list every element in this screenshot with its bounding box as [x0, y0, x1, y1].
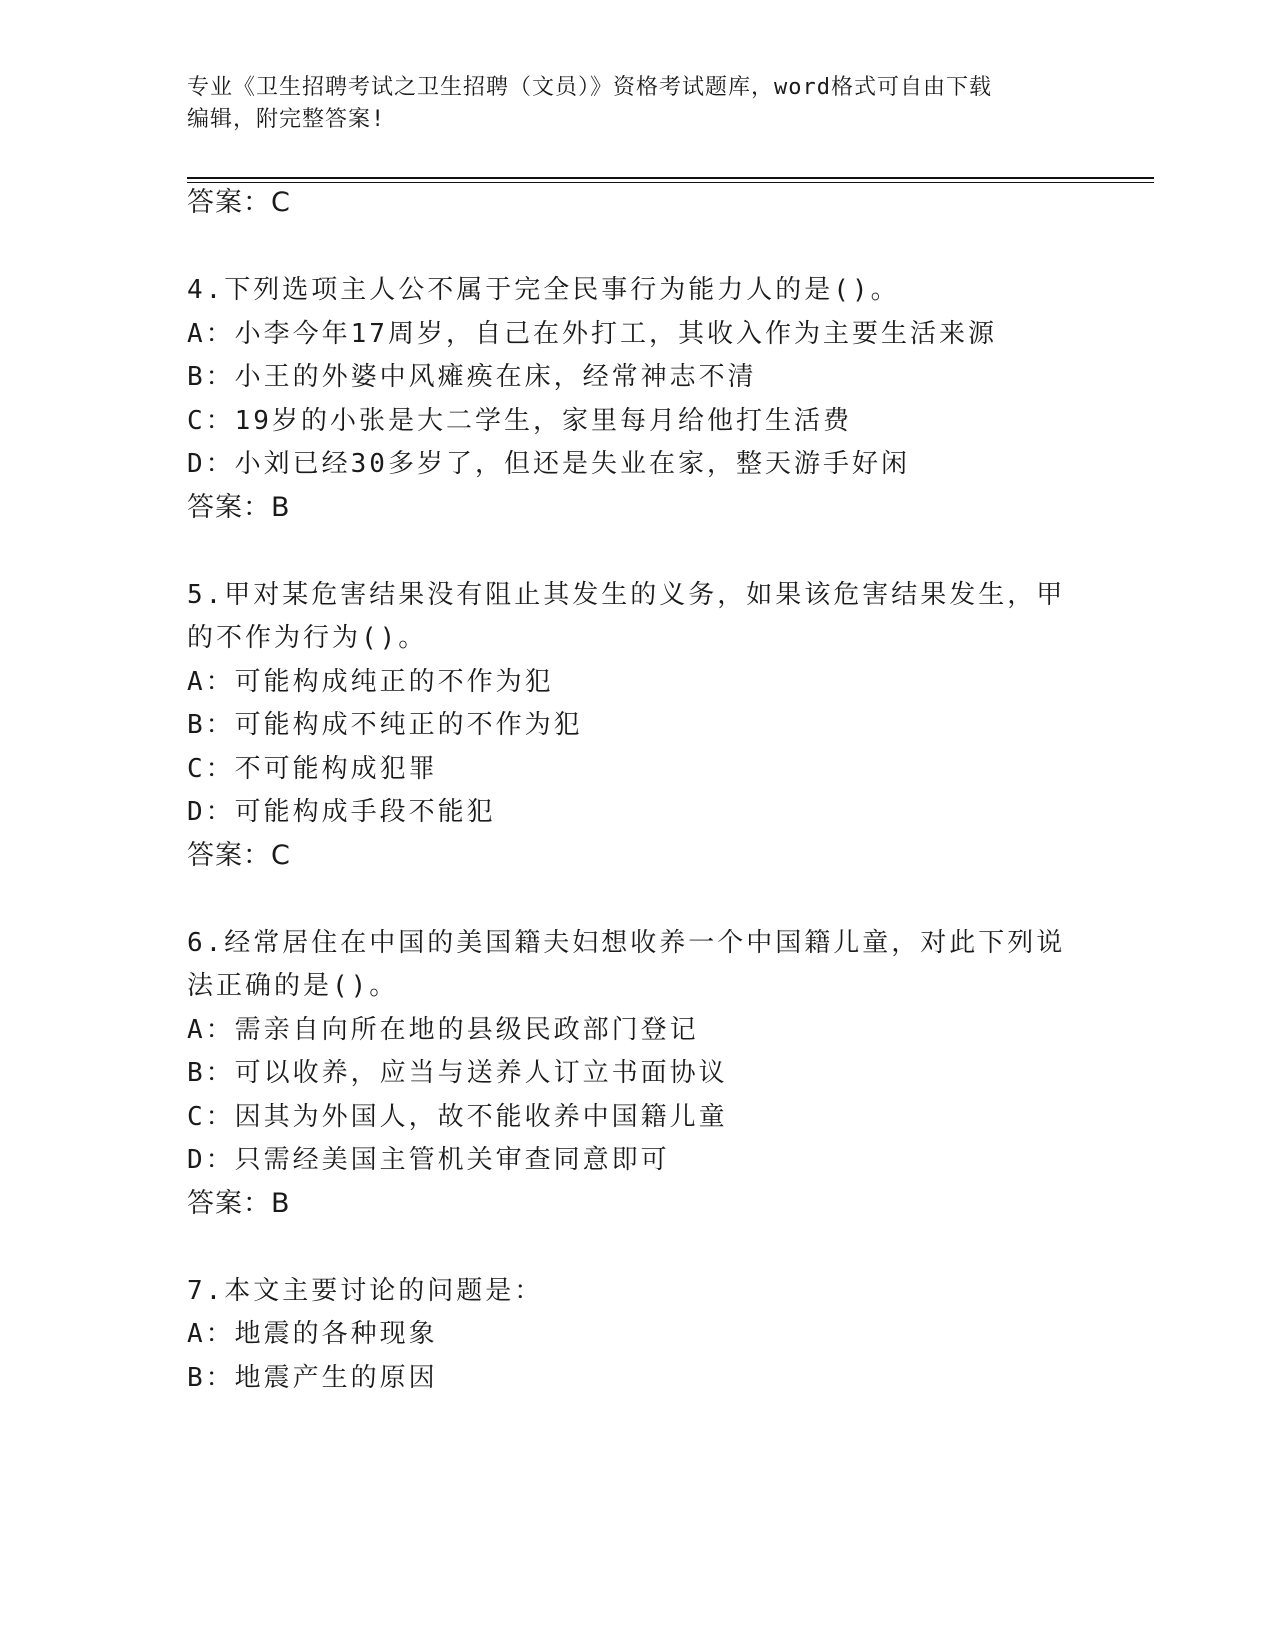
question-6-stem-line-2: 法正确的是()。	[187, 971, 399, 1001]
question-6-stem-line-1: 6.经常居住在中国的美国籍夫妇想收养一个中国籍儿童，对此下列说	[187, 928, 1066, 958]
question-6-option-b: B：可以收养，应当与送养人订立书面协议	[187, 1058, 728, 1088]
question-5-stem-line-1: 5.甲对某危害结果没有阻止其发生的义务，如果该危害结果发生，甲	[187, 580, 1066, 610]
header-divider-bottom	[187, 182, 1154, 183]
question-5-option-b: B：可能构成不纯正的不作为犯	[187, 710, 583, 740]
question-6-option-c: C：因其为外国人，故不能收养中国籍儿童	[187, 1102, 728, 1132]
question-5-option-c: C：不可能构成犯罪	[187, 754, 438, 784]
question-7-stem: 7.本文主要讨论的问题是：	[187, 1276, 544, 1306]
document-header	[187, 72, 1087, 136]
question-4-option-d: D：小刘已经30多岁了，但还是失业在家，整天游手好闲	[187, 449, 910, 479]
question-5-stem-line-2: 的不作为行为()。	[187, 623, 428, 653]
question-4-answer: 答案：B	[187, 492, 291, 523]
question-4-stem: 4.下列选项主人公不属于完全民事行为能力人的是()。	[187, 275, 900, 305]
question-5-option-d: D：可能构成手段不能犯	[187, 797, 496, 827]
question-7-option-b: B：地震产生的原因	[187, 1363, 438, 1393]
question-6-answer: 答案：B	[187, 1188, 291, 1219]
question-6-option-a: A：需亲自向所在地的县级民政部门登记	[187, 1015, 699, 1045]
header-line-1: 专业《卫生招聘考试之卫生招聘（文员）》资格考试题库，word格式可自由下载	[187, 75, 992, 100]
header-line-2: 编辑，附完整答案!	[187, 107, 386, 132]
question-5-answer: 答案：C	[187, 840, 291, 871]
question-6-option-d: D：只需经美国主管机关审查同意即可	[187, 1145, 670, 1175]
header-divider-top	[187, 177, 1154, 179]
question-4-option-c: C：19岁的小张是大二学生，家里每月给他打生活费	[187, 406, 852, 436]
question-5-option-a: A：可能构成纯正的不作为犯	[187, 667, 554, 697]
question-4-option-b: B：小王的外婆中风瘫痪在床，经常神志不清	[187, 362, 757, 392]
question-7-option-a: A：地震的各种现象	[187, 1319, 438, 1349]
question-4-option-a: A：小李今年17周岁，自己在外打工，其收入作为主要生活来源	[187, 319, 997, 349]
answer-prev: 答案：C	[187, 187, 291, 218]
